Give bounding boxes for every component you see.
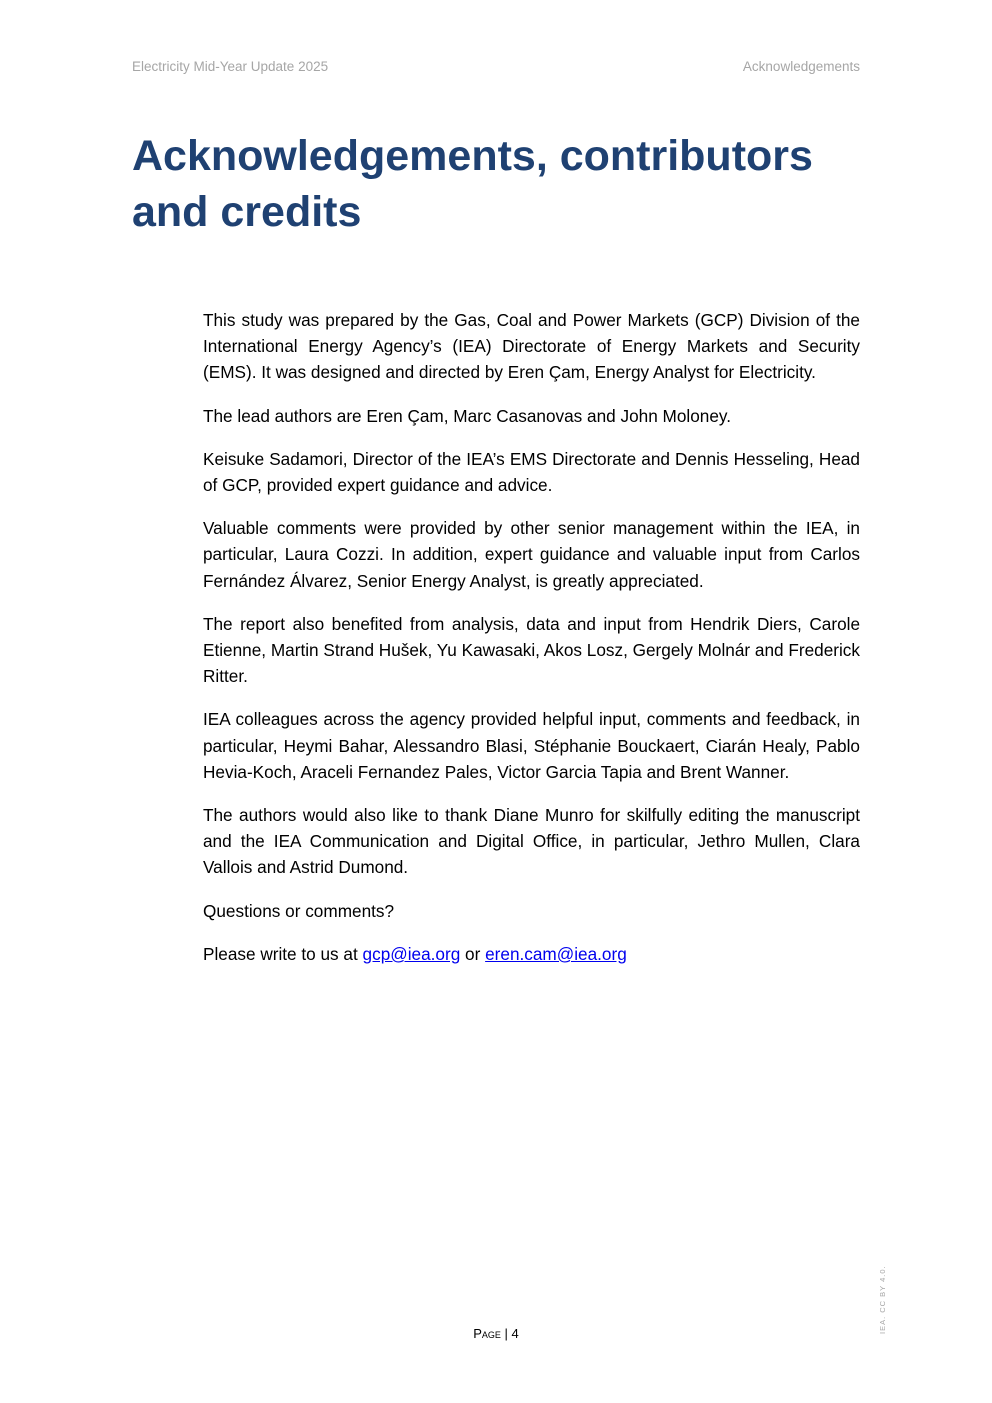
body-text — [203, 307, 860, 984]
license-notice: IEA. CC BY 4.0. — [878, 1265, 887, 1334]
paragraph-senior-management: Valuable comments were provided by other senior management within the IEA, in particular, Laura Cozzi. In addition, expert guidance and valuable input from Carlos Fernández Álvarez, Senior Energy Analyst, is greatly appreciated. — [203, 518, 860, 591]
paragraph-lead-authors: The lead authors are Eren Çam, Marc Casanovas and John Moloney. — [203, 405, 731, 426]
page-title-line-1: Acknowledgements, contributors — [132, 132, 813, 180]
page-footer — [0, 1326, 992, 1341]
page-separator: | — [500, 1326, 512, 1341]
contact-conjunction: or — [460, 943, 486, 964]
paragraph-analysis-input: The report also benefited from analysis, data and input from Hendrik Diers, Carole Etienne, Martin Strand Hušek, Yu Kawasaki, Akos Losz, Gergely Molnár and Frederick Ritter. — [203, 613, 860, 687]
email-link-eren-cam[interactable]: eren.cam@iea.org — [485, 943, 627, 964]
page-label: Page — [473, 1326, 501, 1341]
paragraph-iea-colleagues: IEA colleagues across the agency provided helpful input, comments and feedback, in particular, Heymi Bahar, Alessandro Blasi, Stéphanie Bouckaert, Ciarán Healy, Pablo Hevia-Koch, Araceli Fernandez Pales, Victor Garcia Tapia and Brent Wanner. — [203, 709, 860, 782]
page-number: 4 — [511, 1326, 519, 1341]
header-report-title: Electricity Mid-Year Update 2025 — [132, 59, 329, 74]
page-title — [132, 128, 860, 240]
paragraph-guidance: Keisuke Sadamori, Director of the IEA’s EMS Directorate and Dennis Hesseling, Head of GCP, provided expert guidance and advice. — [203, 448, 860, 496]
contact-prefix: Please write to us at — [203, 943, 363, 964]
contact-line — [203, 941, 860, 967]
running-header — [132, 59, 860, 77]
email-link-gcp[interactable]: gcp@iea.org — [362, 943, 461, 964]
paragraph-editing-thanks: The authors would also like to thank Diane Munro for skilfully editing the manuscript and the IEA Communication and Digital Office, in particular, Jethro Mullen, Clara Vallois and Astrid Dumond. — [203, 805, 860, 878]
page-title-line-2: and credits — [132, 188, 362, 236]
questions-heading: Questions or comments? — [203, 900, 395, 921]
header-section-title: Acknowledgements — [742, 59, 860, 74]
paragraph-study-preparation: This study was prepared by the Gas, Coal and Power Markets (GCP) Division of the International Energy Agency’s (IEA) Directorate of Energy Markets and Security (EMS). It was designed and directed by Eren Çam, Energy Analyst for Electricity. — [203, 310, 860, 383]
